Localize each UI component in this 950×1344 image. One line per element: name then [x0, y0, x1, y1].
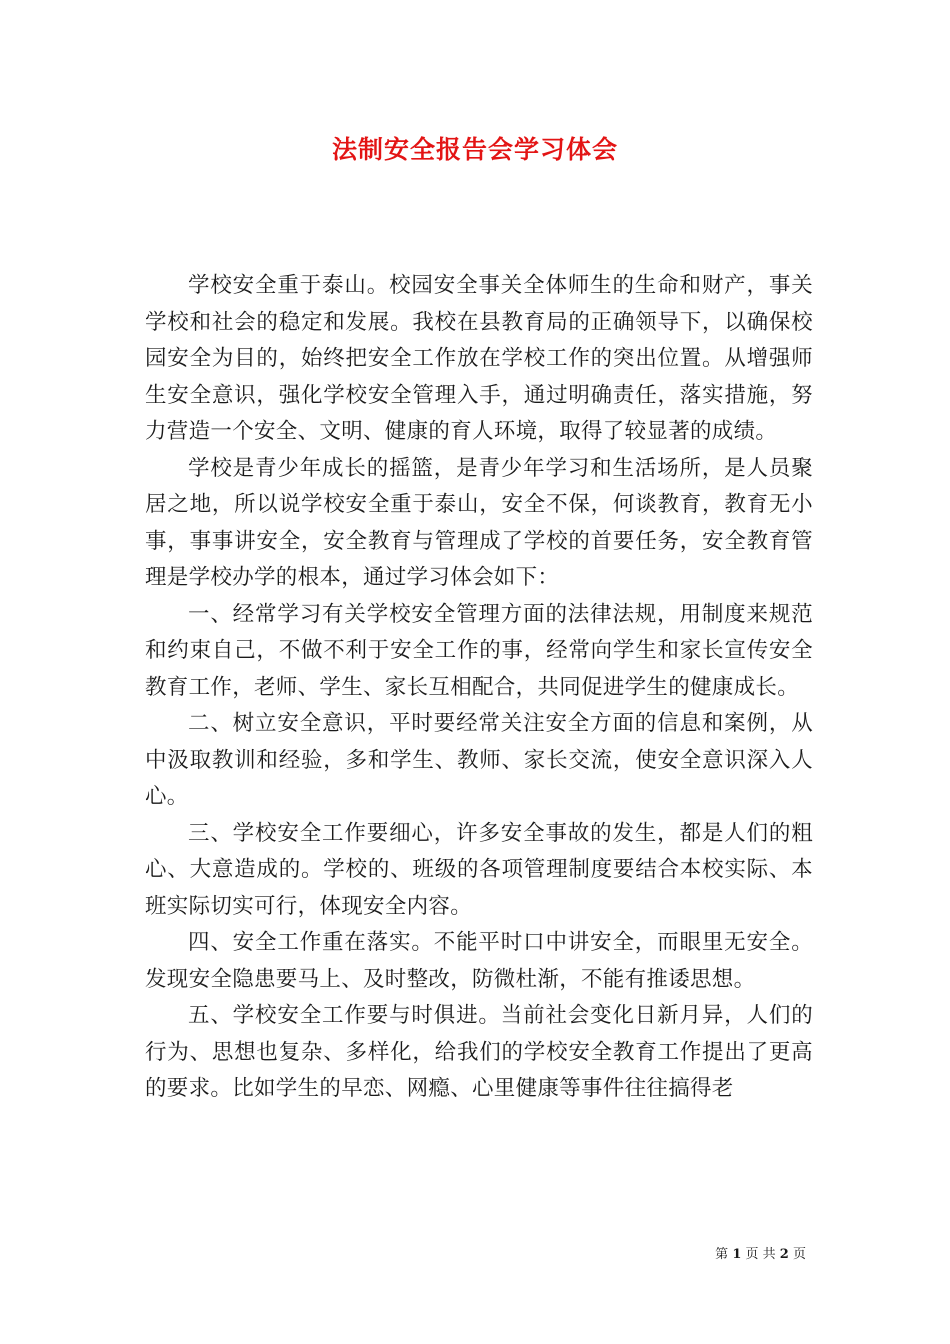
footer-prefix: 第 [715, 1247, 729, 1262]
paragraph-point-2: 二、树立安全意识，平时要经常关注安全方面的信息和案例，从中汲取教训和经验，多和学生、教师、家长交流，使安全意识深入人心。 [145, 711, 813, 809]
paragraph-intro: 学校安全重于泰山。校园安全事关全体师生的生命和财产，事关学校和社会的稳定和发展。我校在县教育局的正确领导下，以确保校园安全为目的，始终把安全工作放在学校工作的突出位置。从增强师生安全意识，强化学校安全管理入手，通过明确责任，落实措施，努力营造一个安全、文明、健康的育人环境，取得了较显著的成绩。 [145, 273, 813, 444]
paragraph-point-4: 四、安全工作重在落实。不能平时口中讲安全，而眼里无安全。发现安全隐患要马上、及时整改，防微杜渐，不能有推诿思想。 [145, 930, 813, 992]
paragraph-point-5: 五、学校安全工作要与时俱进。当前社会变化日新月异，人们的行为、思想也复杂、多样化，给我们的学校安全教育工作提出了更高的要求。比如学生的早恋、网瘾、心里健康等事件往往搞得老 [145, 1003, 813, 1101]
paragraph-point-1: 一、经常学习有关学校安全管理方面的法律法规，用制度来规范和约束自己，不做不利于安全工作的事，经常向学生和家长宣传安全教育工作，老师、学生、家长互相配合，共同促进学生的健康成长。 [145, 601, 813, 700]
footer-middle: 页 共 [745, 1247, 776, 1262]
current-page-number: 1 [732, 1247, 742, 1262]
document-body [145, 268, 813, 1108]
paragraph-point-3: 三、学校安全工作要细心，许多安全事故的发生，都是人们的粗心、大意造成的。学校的、班级的各项管理制度要结合本校实际、本班实际切实可行，体现安全内容。 [145, 820, 813, 919]
page-number-footer [715, 1246, 806, 1264]
document-title: 法制安全报告会学习体会 [331, 135, 618, 164]
total-page-count: 2 [779, 1247, 789, 1262]
footer-suffix: 页 [792, 1247, 806, 1262]
paragraph-context: 学校是青少年成长的摇篮，是青少年学习和生活场所，是人员聚居之地，所以说学校安全重于泰山，安全不保，何谈教育，教育无小事，事事讲安全，安全教育与管理成了学校的首要任务，安全教育管理是学校办学的根本，通过学习体会如下： [145, 455, 813, 590]
